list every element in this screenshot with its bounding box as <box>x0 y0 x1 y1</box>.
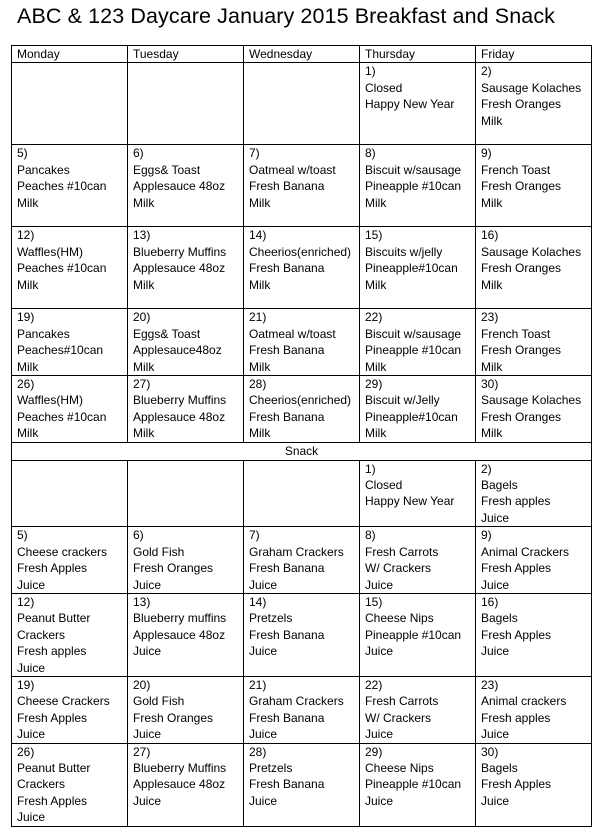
menu-item: Fresh apples <box>481 494 551 509</box>
menu-item: Fresh Oranges <box>481 343 562 358</box>
snack-day-cell <box>12 743 128 826</box>
snack-day-cell <box>244 593 360 676</box>
breakfast-day-cell <box>12 63 128 145</box>
date-number: 14) <box>249 594 267 609</box>
menu-item: Biscuit w/sausage <box>365 326 462 341</box>
menu-item: Juice <box>481 793 510 808</box>
date-number: 21) <box>249 677 267 692</box>
date-number: 7) <box>249 146 260 161</box>
menu-item: Milk <box>133 277 155 292</box>
menu-item: Fresh Apples <box>17 710 88 725</box>
menu-item: Milk <box>481 426 503 441</box>
menu-item: Pineapple #10can <box>365 777 462 792</box>
menu-item: Milk <box>481 359 503 374</box>
menu-item: Graham Crackers <box>249 694 344 709</box>
snack-day-cell <box>476 743 592 826</box>
menu-item: Peaches #10can <box>17 409 107 424</box>
menu-item: Peaches#10can <box>17 343 104 358</box>
menu-table <box>11 45 592 827</box>
snack-day-cell <box>128 593 244 676</box>
snack-day-cell <box>360 593 476 676</box>
menu-item: W/ Crackers <box>365 710 431 725</box>
breakfast-day-cell <box>360 309 476 376</box>
snack-day-cell <box>12 460 128 527</box>
menu-item: Bagels <box>481 478 518 493</box>
menu-item: Milk <box>365 195 387 210</box>
date-number: 27) <box>133 744 151 759</box>
menu-item: Blueberry muffins <box>133 611 227 626</box>
menu-item: Juice <box>365 727 394 742</box>
date-number: 16) <box>481 228 499 243</box>
menu-item: Cheese Nips <box>365 611 434 626</box>
snack-day-cell <box>12 527 128 594</box>
snack-day-cell <box>476 527 592 594</box>
snack-day-cell <box>360 743 476 826</box>
menu-item: Cheerios(enriched) <box>249 244 352 259</box>
menu-item: Applesauce 48oz <box>133 261 226 276</box>
breakfast-day-cell <box>12 145 128 227</box>
snack-divider <box>12 442 592 460</box>
menu-item: Milk <box>133 426 155 441</box>
date-number: 2) <box>481 64 492 79</box>
menu-item: Fresh Oranges <box>133 710 214 725</box>
date-number: 5) <box>17 146 28 161</box>
snack-label-row <box>12 442 592 460</box>
breakfast-week-row <box>12 63 592 145</box>
menu-item: Fresh apples <box>481 710 551 725</box>
menu-item: Fresh Banana <box>249 343 325 358</box>
menu-item: Juice <box>481 644 510 659</box>
menu-item: Juice <box>133 644 162 659</box>
breakfast-day-cell <box>128 145 244 227</box>
breakfast-day-cell <box>476 227 592 309</box>
breakfast-week-row <box>12 227 592 309</box>
date-number: 12) <box>17 594 35 609</box>
menu-item: Applesauce 48oz <box>133 179 226 194</box>
date-number: 12) <box>17 228 35 243</box>
breakfast-day-cell <box>476 63 592 145</box>
date-number: 26) <box>17 744 35 759</box>
menu-item: Sausage Kolaches <box>481 80 582 95</box>
menu-item: Fresh Apples <box>481 777 552 792</box>
menu-item: Fresh Banana <box>249 561 325 576</box>
date-number: 13) <box>133 228 151 243</box>
menu-item: Sausage Kolaches <box>481 244 582 259</box>
menu-item: Pretzels <box>249 760 293 775</box>
snack-day-cell <box>476 676 592 743</box>
date-number: 22) <box>365 310 383 325</box>
menu-item: Gold Fish <box>133 694 185 709</box>
date-number: 15) <box>365 594 383 609</box>
menu-item: Fresh Oranges <box>481 261 562 276</box>
menu-item: Closed <box>365 80 403 95</box>
breakfast-day-cell <box>360 63 476 145</box>
menu-item: Juice <box>481 577 510 592</box>
breakfast-day-cell <box>244 309 360 376</box>
snack-day-cell <box>476 460 592 527</box>
menu-item: Milk <box>133 195 155 210</box>
date-number: 14) <box>249 228 267 243</box>
date-number: 21) <box>249 310 267 325</box>
date-number: 29) <box>365 744 383 759</box>
snack-day-cell <box>244 743 360 826</box>
menu-item: Crackers <box>17 627 66 642</box>
menu-item: Oatmeal w/toast <box>249 326 336 341</box>
menu-item: Milk <box>365 426 387 441</box>
menu-item: Biscuit w/Jelly <box>365 393 440 408</box>
breakfast-day-cell <box>244 227 360 309</box>
menu-item: Milk <box>481 195 503 210</box>
snack-day-cell <box>128 676 244 743</box>
menu-item: Applesauce 48oz <box>133 777 226 792</box>
date-number: 2) <box>481 461 492 476</box>
menu-item: Fresh Banana <box>249 777 325 792</box>
breakfast-day-cell <box>360 145 476 227</box>
menu-item: Pineapple#10can <box>365 261 458 276</box>
menu-item: Pancakes <box>17 326 70 341</box>
menu-item: Peaches #10can <box>17 179 107 194</box>
menu-item: Fresh Banana <box>249 261 325 276</box>
menu-item: Blueberry Muffins <box>133 760 227 775</box>
menu-item: Milk <box>17 426 39 441</box>
menu-item: Pineapple #10can <box>365 627 462 642</box>
date-number: 22) <box>365 677 383 692</box>
day-header-friday: Friday <box>476 46 592 63</box>
menu-item: Fresh Apples <box>481 561 552 576</box>
date-number: 16) <box>481 594 499 609</box>
menu-item: Pancakes <box>17 162 70 177</box>
header-row <box>12 46 592 63</box>
day-header-tuesday: Tuesday <box>128 46 244 63</box>
breakfast-day-cell <box>360 227 476 309</box>
snack-day-cell <box>476 593 592 676</box>
menu-item: Juice <box>17 660 46 675</box>
menu-item: Fresh Apples <box>17 561 88 576</box>
menu-item: Juice <box>365 577 394 592</box>
menu-item: Milk <box>17 195 39 210</box>
menu-item: Pretzels <box>249 611 293 626</box>
snack-day-cell <box>128 527 244 594</box>
menu-item: Closed <box>365 478 403 493</box>
breakfast-day-cell <box>128 376 244 443</box>
breakfast-week-row <box>12 376 592 443</box>
date-number: 26) <box>17 377 35 392</box>
snack-day-cell <box>360 676 476 743</box>
menu-item: Happy New Year <box>365 97 455 112</box>
menu-item: Happy New Year <box>365 494 455 509</box>
menu-item: Pineapple#10can <box>365 409 458 424</box>
snack-week-row <box>12 527 592 594</box>
snack-day-cell <box>128 743 244 826</box>
breakfast-day-cell <box>476 309 592 376</box>
snack-day-cell <box>12 676 128 743</box>
date-number: 28) <box>249 744 267 759</box>
date-number: 23) <box>481 677 499 692</box>
menu-item: Waffles(HM) <box>17 244 83 259</box>
menu-item: Milk <box>365 277 387 292</box>
menu-item: Applesauce 48oz <box>133 627 226 642</box>
menu-item: Juice <box>365 644 394 659</box>
breakfast-day-cell <box>476 376 592 443</box>
menu-item: Fresh Banana <box>249 627 325 642</box>
menu-item: Juice <box>365 793 394 808</box>
menu-item: Cheese Crackers <box>17 694 110 709</box>
menu-item: Milk <box>481 277 503 292</box>
date-number: 8) <box>365 528 376 543</box>
date-number: 6) <box>133 146 144 161</box>
menu-item: Juice <box>17 727 46 742</box>
breakfast-day-cell <box>360 376 476 443</box>
menu-item: Fresh Carrots <box>365 544 439 559</box>
menu-item: Juice <box>17 810 46 825</box>
date-number: 5) <box>17 528 28 543</box>
date-number: 9) <box>481 528 492 543</box>
breakfast-week-row <box>12 145 592 227</box>
menu-item: Blueberry Muffins <box>133 244 227 259</box>
page-title: ABC & 123 Daycare January 2015 Breakfast and Snack <box>17 4 556 28</box>
snack-day-cell <box>360 460 476 527</box>
snack-day-cell <box>12 593 128 676</box>
day-header-thursday: Thursday <box>360 46 476 63</box>
date-number: 15) <box>365 228 383 243</box>
menu-item: W/ Crackers <box>365 561 431 576</box>
menu-item: Peaches #10can <box>17 261 107 276</box>
menu-item: Juice <box>249 727 278 742</box>
menu-item: Applesauce 48oz <box>133 409 226 424</box>
breakfast-day-cell <box>12 227 128 309</box>
date-number: 23) <box>481 310 499 325</box>
menu-item: Cheese Nips <box>365 760 434 775</box>
date-number: 27) <box>133 377 151 392</box>
menu-item: Pineapple #10can <box>365 179 462 194</box>
menu-item: Juice <box>481 510 510 525</box>
menu-item: Milk <box>249 359 271 374</box>
menu-item: Gold Fish <box>133 544 185 559</box>
menu-item: Fresh Oranges <box>481 409 562 424</box>
date-number: 19) <box>17 677 35 692</box>
breakfast-day-cell <box>244 145 360 227</box>
snack-day-cell <box>244 460 360 527</box>
snack-section <box>12 460 592 826</box>
menu-item: Graham Crackers <box>249 544 344 559</box>
menu-item: Fresh Apples <box>17 793 88 808</box>
menu-item: Juice <box>249 577 278 592</box>
menu-item: Fresh Banana <box>249 179 325 194</box>
date-number: 6) <box>133 528 144 543</box>
menu-item: French Toast <box>481 162 551 177</box>
menu-item: Peanut Butter <box>17 760 91 775</box>
menu-item: Milk <box>133 359 155 374</box>
date-number: 29) <box>365 377 383 392</box>
date-number: 8) <box>365 146 376 161</box>
menu-item: Crackers <box>17 777 66 792</box>
snack-day-cell <box>244 676 360 743</box>
date-number: 28) <box>249 377 267 392</box>
menu-item: Animal crackers <box>481 694 567 709</box>
menu-item: Milk <box>17 277 39 292</box>
snack-week-row <box>12 593 592 676</box>
menu-item: Fresh Oranges <box>133 561 214 576</box>
menu-item: Fresh Banana <box>249 710 325 725</box>
breakfast-day-cell <box>476 145 592 227</box>
breakfast-week-row <box>12 309 592 376</box>
breakfast-day-cell <box>128 309 244 376</box>
menu-item: Eggs& Toast <box>133 326 201 341</box>
menu-item: Milk <box>481 113 503 128</box>
menu-item: Fresh Banana <box>249 409 325 424</box>
menu-item: Juice <box>133 793 162 808</box>
breakfast-day-cell <box>244 376 360 443</box>
breakfast-day-cell <box>128 227 244 309</box>
menu-item: Cheerios(enriched) <box>249 393 352 408</box>
menu-item: Milk <box>17 359 39 374</box>
menu-item: Juice <box>133 577 162 592</box>
menu-item: Fresh apples <box>17 644 87 659</box>
breakfast-day-cell <box>128 63 244 145</box>
menu-item: Peanut Butter <box>17 611 91 626</box>
menu-item: Applesauce48oz <box>133 343 222 358</box>
date-number: 1) <box>365 461 376 476</box>
day-header-wednesday: Wednesday <box>244 46 360 63</box>
date-number: 7) <box>249 528 260 543</box>
snack-week-row <box>12 676 592 743</box>
menu-item: Waffles(HM) <box>17 393 83 408</box>
day-header-monday: Monday <box>12 46 128 63</box>
date-number: 30) <box>481 377 499 392</box>
menu-item: Bagels <box>481 611 518 626</box>
menu-item: Milk <box>249 426 271 441</box>
menu-item: Pineapple #10can <box>365 343 462 358</box>
snack-day-cell <box>360 527 476 594</box>
menu-item: Blueberry Muffins <box>133 393 227 408</box>
menu-item: Milk <box>365 359 387 374</box>
menu-item: Oatmeal w/toast <box>249 162 336 177</box>
date-number: 30) <box>481 744 499 759</box>
snack-label: Snack <box>12 442 592 460</box>
menu-item: Milk <box>249 277 271 292</box>
menu-item: Juice <box>481 727 510 742</box>
snack-week-row <box>12 460 592 527</box>
breakfast-section <box>12 63 592 442</box>
snack-week-row <box>12 743 592 826</box>
date-number: 19) <box>17 310 35 325</box>
menu-item: Fresh Apples <box>481 627 552 642</box>
menu-item: Juice <box>249 644 278 659</box>
date-number: 9) <box>481 146 492 161</box>
breakfast-day-cell <box>244 63 360 145</box>
menu-item: Bagels <box>481 760 518 775</box>
menu-item: Fresh Carrots <box>365 694 439 709</box>
menu-item: Juice <box>133 727 162 742</box>
snack-day-cell <box>244 527 360 594</box>
menu-item: Sausage Kolaches <box>481 393 582 408</box>
date-number: 13) <box>133 594 151 609</box>
menu-item: Juice <box>17 577 46 592</box>
menu-item: Fresh Oranges <box>481 179 562 194</box>
date-number: 1) <box>365 64 376 79</box>
menu-item: Animal Crackers <box>481 544 570 559</box>
breakfast-day-cell <box>12 309 128 376</box>
menu-item: Cheese crackers <box>17 544 108 559</box>
menu-item: Biscuit w/sausage <box>365 162 462 177</box>
menu-item: Fresh Oranges <box>481 97 562 112</box>
date-number: 20) <box>133 677 151 692</box>
snack-day-cell <box>128 460 244 527</box>
menu-item: French Toast <box>481 326 551 341</box>
menu-item: Juice <box>249 793 278 808</box>
menu-item: Milk <box>249 195 271 210</box>
date-number: 20) <box>133 310 151 325</box>
breakfast-day-cell <box>12 376 128 443</box>
menu-item: Biscuits w/jelly <box>365 244 443 259</box>
menu-item: Eggs& Toast <box>133 162 201 177</box>
